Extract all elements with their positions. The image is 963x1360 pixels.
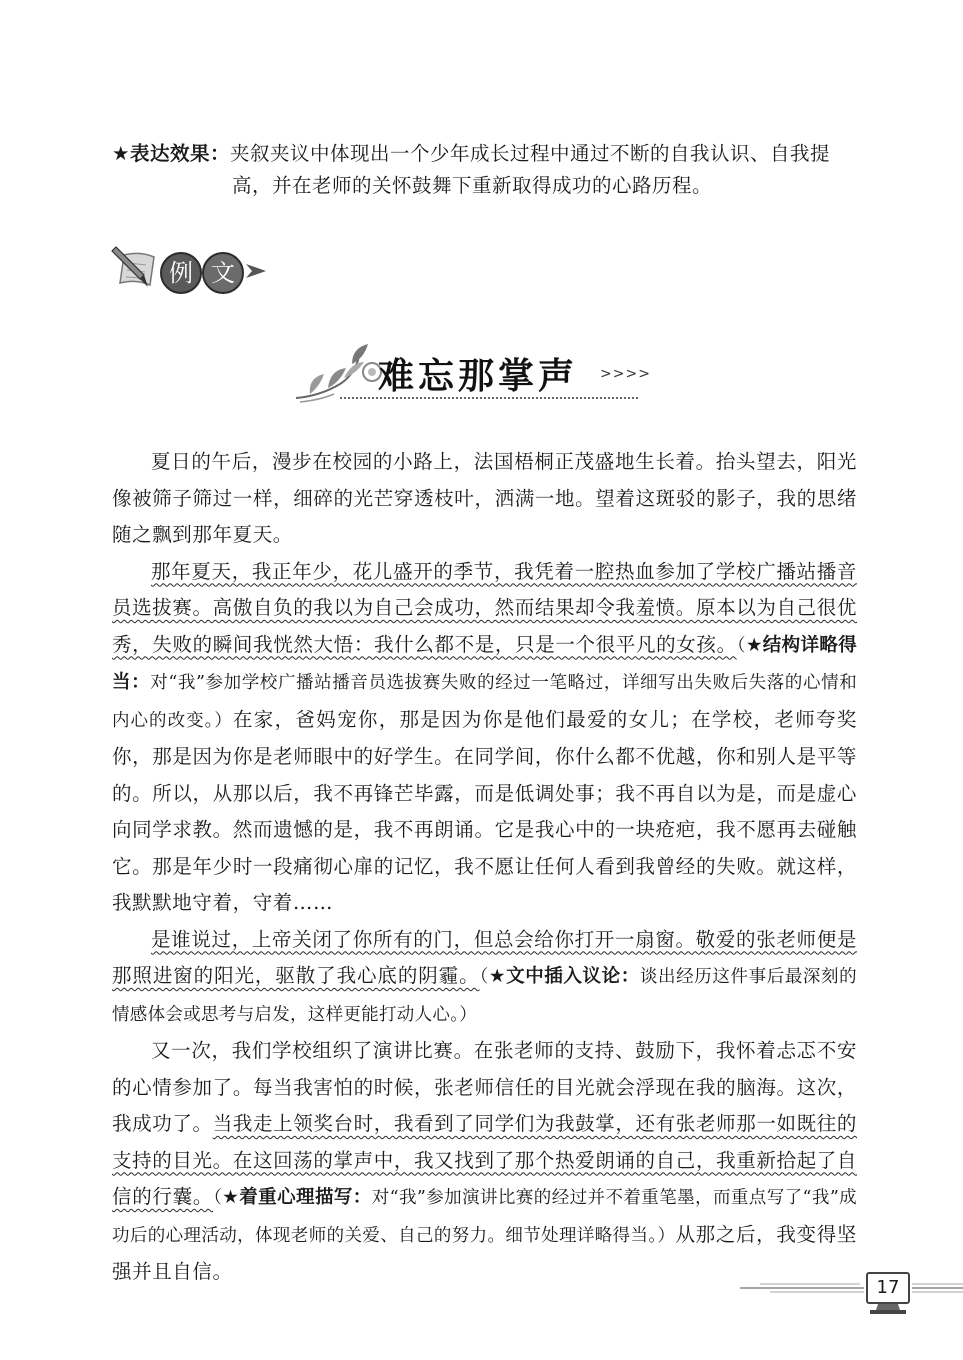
essay-title-block xyxy=(290,338,670,408)
note-text-psychology: 对“我”参加演讲比赛的经过并不着重笔墨，而重点写了“我”成功后的心理活动，体现老师的关爱、自己的努力。细节处理详略得当。） xyxy=(112,1188,857,1246)
note-text-argument: 谈出经历这件事后最深刻的情感体会或思考与启发，这样更能打动人心。） xyxy=(112,967,857,1025)
note-text-structure: 对“我”参加学校广播站播音员选拔赛失败的经过一笔略过，详细写出失败后失落的心情和内心的改变。） xyxy=(112,673,857,731)
page-number-decoration xyxy=(740,1270,963,1330)
page-number: 17 xyxy=(866,1272,910,1304)
example-char-circle-2: 文 xyxy=(202,252,244,294)
paragraph-1-text: 夏日的午后，漫步在校园的小路上，法国梧桐正茂盛地生长着。抬头望去，阳光像被筛子筛过一样，细碎的光芒穿透枝叶，洒满一地。望着这斑驳的影子，我的思绪随之飘到那年夏天。 xyxy=(112,450,857,546)
example-char-circle-1: 例 xyxy=(160,252,202,294)
paragraph-4-underlined: 当我走上领奖台时，我看到了同学们为我鼓掌，还有张老师那一如既往的支持的目光。在这回荡的掌声中，我又找到了那个热爱朗诵的自己，我重新拾起了自信的行囊。 xyxy=(112,1112,857,1208)
arrow-right-icon xyxy=(246,264,266,278)
paragraph-2-rest: 在家，爸妈宠你，那是因为你是他们最爱的女儿；在学校，老师夸奖你，那是因为你是老师眼中的好学生。在同学间，你什么都不优越，你和别人是平等的。所以，从那以后，我不再锋芒毕露，而是低调处事；我不再自以为是，而是虚心向同学求教。然而遗憾的是，我不再朗诵。它是我心中的一块疮疤，我不愿再去碰触它。那是年少时一段痛彻心扉的记忆，我不愿让任何人看到我曾经的失败。就这样，我默默地守着，守着…… xyxy=(112,707,857,914)
example-section-tag xyxy=(110,243,280,298)
summary-text-2: 高，并在老师的关怀鼓舞下重新取得成功的心路历程。 xyxy=(232,174,713,197)
note-open-paren: （ xyxy=(736,635,746,656)
essay-body xyxy=(112,444,857,1291)
paragraph-4-end: 从那之后，我变得坚强并且自信。 xyxy=(112,1222,857,1283)
note-open-paren: （ xyxy=(213,1188,223,1208)
summary-label: ★表达效果： xyxy=(112,142,230,165)
paragraph-1 xyxy=(112,444,857,554)
summary-text-1: 夹叙夹议中体现出一个少年成长过程中通过不断的自我认识、自我提 xyxy=(229,142,830,165)
expression-effect-note xyxy=(112,138,857,202)
essay-title: 难忘那掌声 xyxy=(378,356,579,397)
summary-line-1 xyxy=(112,138,857,170)
paragraph-3-underlined: 是谁说过，上帝关闭了你所有的门，但总会给你打开一扇窗。敬爱的张老师便是那照进窗的阳光，驱散了我心底的阴霾。 xyxy=(112,927,857,987)
note-label-psychology: ★着重心理描写： xyxy=(222,1187,372,1208)
title-dashed-underline xyxy=(340,395,640,401)
paragraph-3 xyxy=(112,922,857,1034)
paragraph-2 xyxy=(112,554,857,922)
note-label-structure: ★结构详略得当： xyxy=(112,634,857,693)
note-open-paren: （ xyxy=(479,967,489,987)
paragraph-2-underlined: 那年夏天，我正年少，花儿盛开的季节，我凭着一腔热血参加了学校广播站播音员选拔赛。高傲自负的我以为自己会成功，然而结果却令我羞愤。原本以为自己很优秀，失败的瞬间我恍然大悟：我什么都不是，只是一个很平凡的女孩。 xyxy=(112,559,857,656)
quill-scroll-icon xyxy=(110,245,162,295)
paragraph-4-start: 又一次，我们学校组织了演讲比赛。在张老师的支持、鼓励下，我怀着忐忑不安的心情参加了。每当我害怕的时候，张老师信任的目光就会浮现在我的脑海。这次，我成功了。 xyxy=(112,1039,857,1135)
title-chevrons: >>>> xyxy=(600,366,651,382)
note-label-argument: ★文中插入议论： xyxy=(488,966,640,987)
paragraph-4 xyxy=(112,1033,857,1291)
